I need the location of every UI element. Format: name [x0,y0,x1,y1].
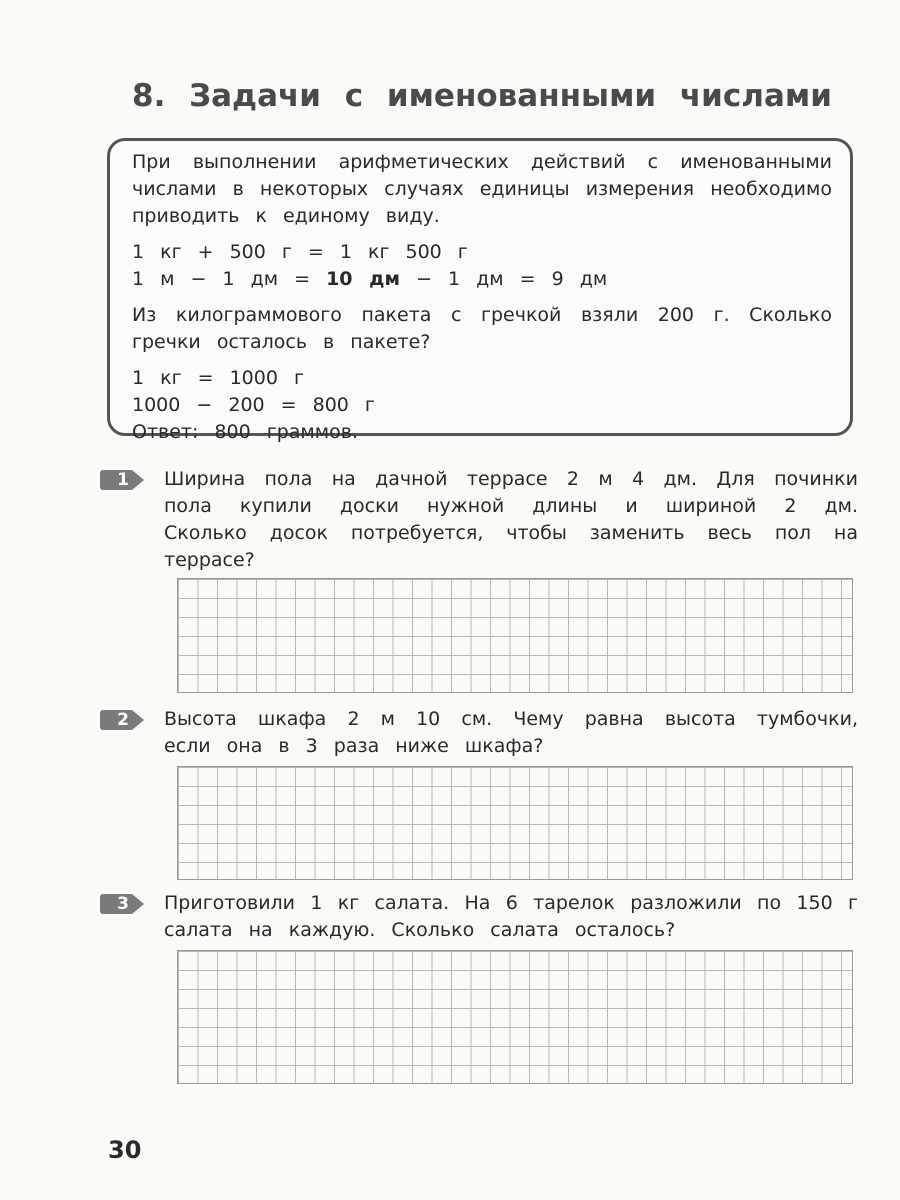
rule-example-1: 1 кг + 500 г = 1 кг 500 г [132,241,468,263]
task-2 [100,706,860,766]
task-text-line: салата на каждую. Сколько салата осталось? [164,919,676,941]
task-number: 3 [117,894,129,914]
task-text-line: Сколько досок потребуется, чтобы заменить весь пол на [164,522,858,544]
rule-text-line: числами в некоторых случаях единицы измерения необходимо [132,178,832,200]
rule-answer-line: Ответ: 800 граммов. [132,421,358,443]
task-text-line: если она в 3 раза ниже шкафа? [164,735,544,757]
task-text-line: Высота шкафа 2 м 10 см. Чему равна высота тумбочки, [164,708,858,730]
title-word: именованными [386,78,657,114]
title-word: 8. [132,78,166,114]
answer-grid-2[interactable] [177,766,853,880]
rule-problem-line: Из килограммового пакета с гречкой взяли 200 г. Сколько [132,304,832,326]
rule-solution-line: 1000 − 200 = 800 г [132,394,375,416]
task-text-line: пола купили доски нужной длины и шириной 2 дм. [164,495,858,517]
title-word: Задачи [189,78,321,114]
task-text [164,890,858,944]
rule-text-line: При выполнении арифметических действий с именованными [132,151,832,173]
task-number: 1 [117,470,129,490]
rule-problem-line: гречки осталось в пакете? [132,331,431,353]
page-title [132,78,832,114]
answer-grid-3[interactable] [177,950,853,1084]
task-text-line: Ширина пола на дачной террасе 2 м 4 дм. Для починки [164,468,858,490]
title-word: с [344,78,364,114]
task-text-line: террасе? [164,549,255,571]
rule-box [107,138,853,443]
task-text [164,706,858,760]
page-number: 30 [108,1136,142,1164]
task-number-badge [100,470,148,490]
task-number: 2 [117,710,129,730]
task-text [164,466,858,574]
title-word: числами [679,78,832,114]
rule-example-2 [132,266,832,293]
task-number-badge [100,710,148,730]
rule-text-line: приводить к единому виду. [132,205,440,227]
example-2-part: − 1 дм = 9 дм [400,268,608,290]
task-3 [100,890,860,950]
rule-solution-line: 1 кг = 1000 г [132,367,304,389]
example-2-part: 1 м − 1 дм = [132,268,327,290]
example-2-highlight: 10 дм [326,268,400,290]
answer-grid-1[interactable] [177,578,853,693]
task-number-badge [100,894,148,914]
task-text-line: Приготовили 1 кг салата. На 6 тарелок разложили по 150 г [164,892,858,914]
